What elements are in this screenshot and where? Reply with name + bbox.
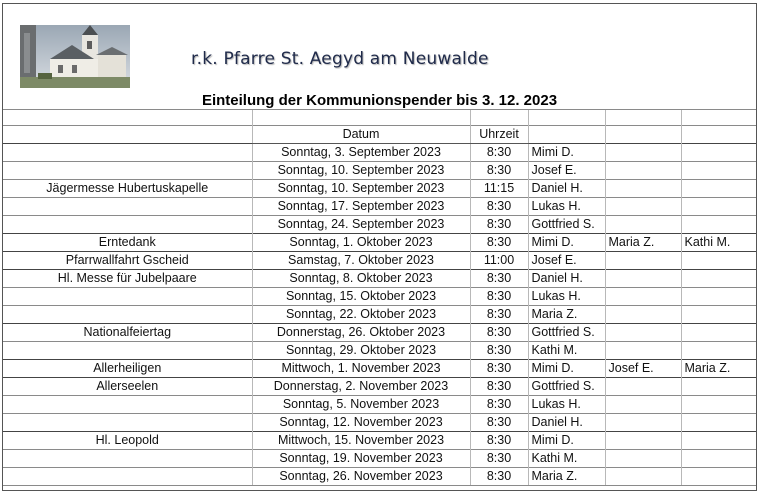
- church-image-icon: [20, 25, 130, 88]
- occasion-cell: Pfarrwallfahrt Gscheid: [3, 252, 252, 270]
- table-header: [3, 126, 756, 144]
- date-cell: Sonntag, 10. September 2023: [252, 162, 470, 180]
- minister-3-cell: [681, 252, 756, 270]
- table-row: [3, 162, 756, 180]
- occasion-cell: Nationalfeiertag: [3, 324, 252, 342]
- minister-3-cell: [681, 180, 756, 198]
- time-cell: 8:30: [470, 324, 528, 342]
- time-cell: 8:30: [470, 234, 528, 252]
- table-row: [3, 216, 756, 234]
- header-occasion: [3, 126, 252, 144]
- minister-1-cell: Gottfried S.: [528, 216, 605, 234]
- minister-1-cell: Kathi M.: [528, 342, 605, 360]
- date-cell: Samstag, 7. Oktober 2023: [252, 252, 470, 270]
- minister-1-cell: Gottfried S.: [528, 378, 605, 396]
- minister-3-cell: [681, 216, 756, 234]
- minister-1-cell: Kathi M.: [528, 450, 605, 468]
- minister-1-cell: Maria Z.: [528, 468, 605, 486]
- minister-2-cell: [605, 414, 681, 432]
- minister-2-cell: [605, 288, 681, 306]
- minister-3-cell: Maria Z.: [681, 360, 756, 378]
- date-cell: Sonntag, 26. November 2023: [252, 468, 470, 486]
- table-row: [3, 396, 756, 414]
- minister-2-cell: [605, 450, 681, 468]
- table-row: [3, 360, 756, 378]
- schedule-table: [3, 109, 756, 486]
- table-row: [3, 324, 756, 342]
- time-cell: 8:30: [470, 360, 528, 378]
- minister-3-cell: [681, 270, 756, 288]
- date-cell: Sonntag, 3. September 2023: [252, 144, 470, 162]
- table-row: [3, 342, 756, 360]
- date-cell: Sonntag, 15. Oktober 2023: [252, 288, 470, 306]
- time-cell: 8:30: [470, 396, 528, 414]
- minister-2-cell: [605, 342, 681, 360]
- date-cell: Sonntag, 12. November 2023: [252, 414, 470, 432]
- minister-1-cell: Gottfried S.: [528, 324, 605, 342]
- occasion-cell: Allerheiligen: [3, 360, 252, 378]
- minister-1-cell: Daniel H.: [528, 180, 605, 198]
- minister-3-cell: [681, 378, 756, 396]
- minister-3-cell: [681, 144, 756, 162]
- occasion-cell: [3, 162, 252, 180]
- date-cell: Sonntag, 22. Oktober 2023: [252, 306, 470, 324]
- minister-2-cell: Maria Z.: [605, 234, 681, 252]
- minister-1-cell: Maria Z.: [528, 306, 605, 324]
- occasion-cell: [3, 216, 252, 234]
- minister-2-cell: [605, 378, 681, 396]
- minister-2-cell: [605, 270, 681, 288]
- date-cell: Sonntag, 24. September 2023: [252, 216, 470, 234]
- occasion-cell: Erntedank: [3, 234, 252, 252]
- date-cell: Sonntag, 5. November 2023: [252, 396, 470, 414]
- date-cell: Mittwoch, 15. November 2023: [252, 432, 470, 450]
- occasion-cell: Hl. Leopold: [3, 432, 252, 450]
- occasion-cell: Allerseelen: [3, 378, 252, 396]
- document-page: [2, 3, 757, 491]
- table-row: [3, 252, 756, 270]
- occasion-cell: [3, 342, 252, 360]
- minister-3-cell: Kathi M.: [681, 234, 756, 252]
- page-title: Einteilung der Kommunionspender bis 3. 12. 2023: [201, 92, 558, 109]
- occasion-cell: Hl. Messe für Jubelpaare: [3, 270, 252, 288]
- time-cell: 8:30: [470, 306, 528, 324]
- time-cell: 11:00: [470, 252, 528, 270]
- minister-3-cell: [681, 324, 756, 342]
- minister-3-cell: [681, 198, 756, 216]
- date-cell: Sonntag, 29. Oktober 2023: [252, 342, 470, 360]
- minister-2-cell: [605, 396, 681, 414]
- minister-3-cell: [681, 306, 756, 324]
- time-cell: 8:30: [470, 432, 528, 450]
- header-time: Uhrzeit: [470, 126, 528, 144]
- minister-1-cell: Lukas H.: [528, 288, 605, 306]
- table-row: [3, 432, 756, 450]
- table-row: [3, 468, 756, 486]
- minister-3-cell: [681, 342, 756, 360]
- time-cell: 8:30: [470, 450, 528, 468]
- minister-2-cell: [605, 216, 681, 234]
- table-row: [3, 270, 756, 288]
- minister-1-cell: Josef E.: [528, 252, 605, 270]
- minister-1-cell: Lukas H.: [528, 198, 605, 216]
- time-cell: 8:30: [470, 216, 528, 234]
- table-row: [3, 414, 756, 432]
- church-photo: [20, 25, 130, 88]
- table-row: [3, 198, 756, 216]
- table-row: [3, 144, 756, 162]
- date-cell: Sonntag, 17. September 2023: [252, 198, 470, 216]
- date-cell: Sonntag, 8. Oktober 2023: [252, 270, 470, 288]
- occasion-cell: [3, 396, 252, 414]
- occasion-cell: [3, 468, 252, 486]
- minister-2-cell: [605, 306, 681, 324]
- date-cell: Sonntag, 10. September 2023: [252, 180, 470, 198]
- minister-2-cell: [605, 432, 681, 450]
- minister-1-cell: Josef E.: [528, 162, 605, 180]
- occasion-cell: [3, 414, 252, 432]
- minister-1-cell: Lukas H.: [528, 396, 605, 414]
- minister-2-cell: [605, 180, 681, 198]
- time-cell: 8:30: [470, 162, 528, 180]
- header-minister-1: [528, 126, 605, 144]
- time-cell: 11:15: [470, 180, 528, 198]
- date-cell: Mittwoch, 1. November 2023: [252, 360, 470, 378]
- header-minister-3: [681, 126, 756, 144]
- blank-row: [3, 110, 756, 126]
- occasion-cell: [3, 306, 252, 324]
- date-cell: Sonntag, 1. Oktober 2023: [252, 234, 470, 252]
- table-row: [3, 180, 756, 198]
- table-row: [3, 306, 756, 324]
- time-cell: 8:30: [470, 342, 528, 360]
- minister-3-cell: [681, 396, 756, 414]
- header-minister-2: [605, 126, 681, 144]
- date-cell: Sonntag, 19. November 2023: [252, 450, 470, 468]
- minister-2-cell: [605, 324, 681, 342]
- minister-2-cell: [605, 468, 681, 486]
- table-row: [3, 378, 756, 396]
- occasion-cell: [3, 288, 252, 306]
- minister-1-cell: Mimi D.: [528, 234, 605, 252]
- minister-3-cell: [681, 468, 756, 486]
- occasion-cell: Jägermesse Hubertuskapelle: [3, 180, 252, 198]
- occasion-cell: [3, 450, 252, 468]
- minister-3-cell: [681, 288, 756, 306]
- time-cell: 8:30: [470, 288, 528, 306]
- minister-1-cell: Daniel H.: [528, 270, 605, 288]
- minister-3-cell: [681, 414, 756, 432]
- header-date: Datum: [252, 126, 470, 144]
- minister-2-cell: [605, 144, 681, 162]
- date-cell: Donnerstag, 2. November 2023: [252, 378, 470, 396]
- table-row: [3, 234, 756, 252]
- minister-2-cell: Josef E.: [605, 360, 681, 378]
- minister-1-cell: Mimi D.: [528, 432, 605, 450]
- minister-3-cell: [681, 450, 756, 468]
- parish-name: r.k. Pfarre St. Aegyd am Neuwalde: [191, 49, 489, 69]
- date-cell: Donnerstag, 26. Oktober 2023: [252, 324, 470, 342]
- time-cell: 8:30: [470, 144, 528, 162]
- minister-2-cell: [605, 252, 681, 270]
- minister-1-cell: Mimi D.: [528, 360, 605, 378]
- time-cell: 8:30: [470, 378, 528, 396]
- minister-1-cell: Mimi D.: [528, 144, 605, 162]
- time-cell: 8:30: [470, 414, 528, 432]
- table-row: [3, 288, 756, 306]
- minister-3-cell: [681, 432, 756, 450]
- table-row: [3, 450, 756, 468]
- minister-2-cell: [605, 198, 681, 216]
- minister-1-cell: Daniel H.: [528, 414, 605, 432]
- minister-3-cell: [681, 162, 756, 180]
- minister-2-cell: [605, 162, 681, 180]
- time-cell: 8:30: [470, 270, 528, 288]
- time-cell: 8:30: [470, 198, 528, 216]
- time-cell: 8:30: [470, 468, 528, 486]
- occasion-cell: [3, 198, 252, 216]
- occasion-cell: [3, 144, 252, 162]
